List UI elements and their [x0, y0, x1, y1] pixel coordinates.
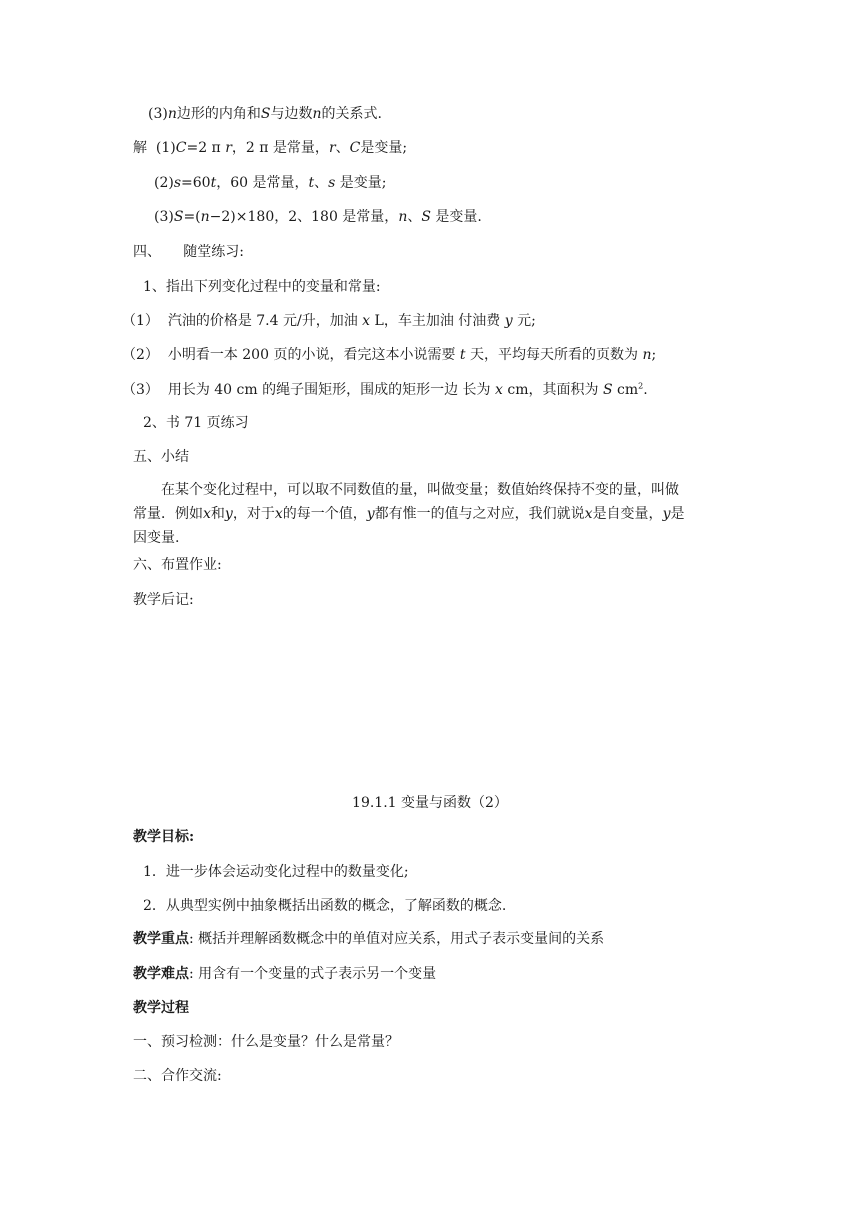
process-label: 教学过程	[133, 1000, 189, 1016]
summary-paragraph	[133, 478, 723, 550]
summary-line-3: 因变量.	[133, 530, 180, 546]
difficult-points: 教学难点: 用含有一个变量的式子表示另一个变量	[133, 966, 437, 982]
exercise-book: 2、书 71 页练习	[143, 415, 249, 431]
summary-line-2: 常量．例如x和y，对于x的每一个值，y都有惟一的值与之对应，我们就说x是自变量，y是	[133, 506, 685, 522]
exercise-3: （3） 用长为 40 cm 的绳子围矩形，围成的矩形一边 长为 x cm，其面积为 S $cm^2$.	[122, 381, 648, 398]
lesson-title: 19.1.1 变量与函数（2）	[352, 795, 508, 811]
answer-1: 解 (1)C=2 π r，2 π 是常量，r、C是变量;	[133, 140, 408, 156]
goal-1: 1．进一步体会运动变化过程中的数量变化;	[143, 864, 409, 880]
key-points: 教学重点: 概括并理解函数概念中的单值对应关系，用式子表示变量间的关系	[133, 931, 605, 947]
postscript-label: 教学后记:	[133, 592, 194, 608]
section-5-heading: 五、小结	[133, 449, 189, 465]
summary-line-1: 在某个变化过程中，可以取不同数值的量，叫做变量；数值始终保持不变的量，叫做	[161, 482, 679, 498]
goals-label: 教学目标:	[133, 829, 195, 845]
goal-2: 2．从典型实例中抽象概括出函数的概念，了解函数的概念.	[143, 898, 507, 914]
answer-3: (3)S=(n−2)×180，2、180 是常量，n、S 是变量.	[154, 209, 482, 225]
answer-2: (2)s=60t，60 是常量，t、s 是变量;	[154, 175, 387, 191]
section-6-heading: 六、布置作业:	[133, 557, 222, 573]
exercise-intro: 1、指出下列变化过程中的变量和常量:	[143, 279, 381, 295]
step-1: 一、预习检测：什么是变量？什么是常量？	[133, 1034, 399, 1050]
question-3: (3)n边形的内角和S与边数n的关系式.	[148, 106, 382, 122]
step-2: 二、合作交流:	[133, 1068, 222, 1084]
exercise-1: （1） 汽油的价格是 7.4 元/升，加油 x L，车主加油 付油费 y 元;	[122, 313, 536, 329]
section-4-heading: 四、 随堂练习:	[133, 244, 244, 260]
exercise-2: （2） 小明看一本 200 页的小说，看完这本小说需要 t 天，平均每天所看的页数为 n;	[122, 347, 657, 363]
